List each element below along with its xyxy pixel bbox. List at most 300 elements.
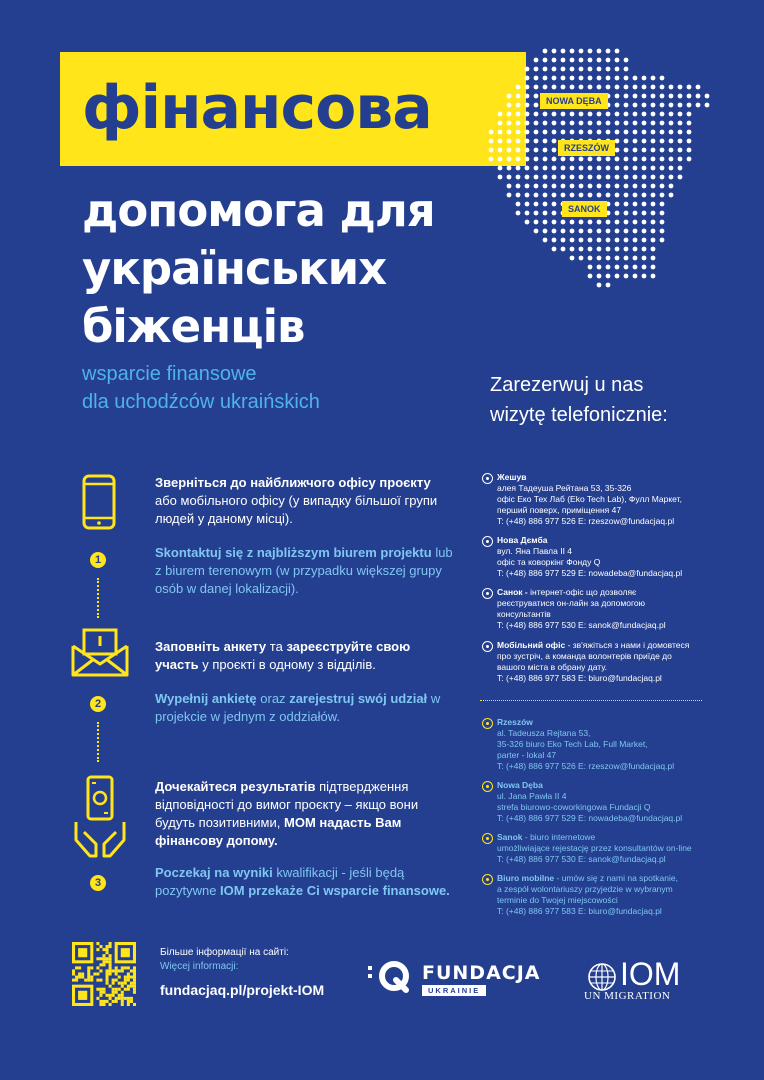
map-dot [507, 175, 512, 180]
map-dot [660, 166, 665, 171]
map-dot [525, 139, 530, 144]
step-1-ua-text: або мобільного офісу (у випадку більшої групи людей у даному місці). [155, 493, 438, 526]
map-dot [579, 76, 584, 81]
map-dot [597, 184, 602, 189]
map-dot [588, 121, 593, 126]
map-dot [696, 85, 701, 90]
map-dot [516, 184, 521, 189]
qr-module [133, 976, 136, 979]
map-dot [633, 256, 638, 261]
qr-module [90, 966, 93, 969]
map-dot [534, 211, 539, 216]
map-dot [597, 220, 602, 225]
map-dot [498, 175, 503, 180]
map-dot [624, 229, 629, 234]
qr-module [90, 979, 93, 982]
map-dot [651, 121, 656, 126]
map-dot [660, 238, 665, 243]
map-dot [507, 139, 512, 144]
map-dot [615, 76, 620, 81]
map-dot [597, 130, 602, 135]
map-dot [543, 49, 548, 54]
more-info-polish: Więcej informacji: [160, 961, 239, 972]
map-dot [498, 166, 503, 171]
map-dot [552, 112, 557, 117]
qr-module [109, 969, 112, 972]
map-dot [633, 175, 638, 180]
qr-module [124, 988, 127, 991]
step-connector [97, 722, 99, 762]
map-dot [642, 157, 647, 162]
step-2-ua-text: у проєкті в одному з відділів. [202, 657, 376, 672]
qr-module [130, 1000, 133, 1003]
map-dot [642, 76, 647, 81]
map-dot [534, 121, 539, 126]
map-dot [597, 121, 602, 126]
location-pin-icon [482, 536, 493, 547]
qr-module [112, 982, 115, 985]
step-2-ukrainian [155, 638, 445, 674]
map-dot [606, 166, 611, 171]
map-dot [543, 121, 548, 126]
map-dot [561, 67, 566, 72]
step-2-pl-bold: zarejestruj swój udział [289, 691, 428, 706]
map-dot [669, 85, 674, 90]
qr-module [112, 991, 115, 994]
office-line: консультантів [497, 609, 551, 619]
map-dot [525, 220, 530, 225]
qr-module [109, 954, 112, 957]
qr-module [112, 988, 115, 991]
qr-module [96, 957, 99, 960]
office-contact: T: (+48) 886 977 529 E: nowadeba@fundacjaq.pl [497, 568, 683, 578]
map-dot [534, 229, 539, 234]
map-dot [561, 157, 566, 162]
fundacja-logo-icon [366, 960, 414, 994]
map-dot [579, 238, 584, 243]
map-dot [606, 283, 611, 288]
map-dot [588, 49, 593, 54]
office-name: Biuro mobilne [497, 873, 555, 883]
map-dot [606, 67, 611, 72]
map-dot [525, 103, 530, 108]
qr-module [81, 972, 84, 975]
qr-module [121, 982, 124, 985]
qr-module [87, 979, 90, 982]
map-dot [489, 139, 494, 144]
office-ua-nowa-deba [482, 535, 722, 579]
map-dot [651, 256, 656, 261]
map-dot [633, 157, 638, 162]
map-dot [642, 184, 647, 189]
map-dot [507, 193, 512, 198]
map-dot [624, 148, 629, 153]
qr-module [121, 1000, 124, 1003]
office-ua-sanok [482, 587, 722, 631]
qr-module [99, 979, 102, 982]
map-label-sanok: SANOK [562, 201, 607, 217]
step-3-pl-text: kwalifikacji - jeśli będą pozytywne [155, 865, 405, 898]
qr-module [115, 997, 118, 1000]
map-dot [660, 85, 665, 90]
map-dot [678, 148, 683, 153]
qr-module [121, 985, 124, 988]
map-dot [705, 103, 710, 108]
subtitle-line: dla uchodźców ukraińskich [82, 391, 320, 413]
qr-module [75, 976, 78, 979]
qr-module [121, 991, 124, 994]
map-dot [597, 49, 602, 54]
office-desc: - biuro internetowe [524, 832, 596, 842]
map-dot [534, 130, 539, 135]
map-dot [633, 85, 638, 90]
step-1-ua-bold: Зверніться до найближчого офісу проєкту [155, 475, 431, 490]
map-dot [579, 112, 584, 117]
qr-module [99, 988, 102, 991]
map-dot [597, 157, 602, 162]
office-line: parter - lokal 47 [497, 750, 557, 760]
map-dot [678, 94, 683, 99]
map-dot [516, 103, 521, 108]
map-dot [633, 265, 638, 270]
map-dot [543, 148, 548, 153]
map-dot [624, 274, 629, 279]
office-line: перший поверх, приміщення 47 [497, 505, 622, 515]
office-contact: T: (+48) 886 977 583 E: biuro@fundacjaq.pl [497, 906, 662, 916]
map-dot [633, 211, 638, 216]
office-line: офіс Еко Тех Лаб (Eko Tech Lab), Фулл Маркет, [497, 494, 682, 504]
map-dot [516, 139, 521, 144]
map-dot [507, 103, 512, 108]
qr-module [102, 960, 105, 963]
qr-module [99, 945, 102, 948]
map-dot [660, 148, 665, 153]
step-1-pl-text: lub z biurem terenowym (w przypadku większej grupy osób w danej lokalizacji). [155, 545, 453, 596]
map-dot [687, 139, 692, 144]
qr-module [127, 966, 130, 969]
map-dot [534, 139, 539, 144]
qr-module [90, 976, 93, 979]
map-dot [516, 148, 521, 153]
map-dot [669, 157, 674, 162]
qr-module [133, 966, 136, 969]
map-dot [579, 130, 584, 135]
map-dot [534, 112, 539, 117]
booking-heading [490, 370, 668, 430]
map-dot [615, 193, 620, 198]
qr-module [106, 969, 109, 972]
map-dot [552, 67, 557, 72]
office-line: про зустріч, а команда волонтерів приїде до [497, 651, 672, 661]
map-dot [561, 85, 566, 90]
map-dot [678, 130, 683, 135]
map-dot [534, 76, 539, 81]
map-dot [642, 130, 647, 135]
qr-module [112, 969, 115, 972]
map-dot [525, 202, 530, 207]
map-dot [669, 103, 674, 108]
title-line: допомога для [82, 184, 435, 237]
map-dot [507, 184, 512, 189]
qr-module [75, 966, 78, 969]
step-2-pl-bold: Wypełnij ankietę [155, 691, 257, 706]
step-2-ua-text: та [269, 639, 283, 654]
map-dot [597, 229, 602, 234]
region-map [478, 36, 718, 296]
title-highlight: фінансова [82, 73, 432, 143]
map-dot [642, 148, 647, 153]
qr-module [133, 991, 136, 994]
qr-module [87, 966, 90, 969]
office-ua-rzeszow [482, 472, 722, 527]
step-1-polish [155, 544, 455, 598]
location-pin-icon [482, 588, 493, 599]
map-dot [525, 211, 530, 216]
map-dot [543, 220, 548, 225]
map-dot [534, 85, 539, 90]
qr-module [106, 972, 109, 975]
map-dot [624, 256, 629, 261]
office-name: Rzeszów [497, 717, 533, 727]
qr-module [109, 994, 112, 997]
map-dot [525, 148, 530, 153]
map-dot [687, 112, 692, 117]
map-dot [543, 58, 548, 63]
map-dot [624, 211, 629, 216]
map-dot [687, 94, 692, 99]
map-dot [624, 76, 629, 81]
map-dot [633, 220, 638, 225]
map-dot [489, 130, 494, 135]
map-dot [579, 175, 584, 180]
iom-logo-text: IOM [620, 956, 681, 992]
map-dot [606, 238, 611, 243]
map-dot [624, 112, 629, 117]
map-dot [687, 121, 692, 126]
qr-module [127, 988, 130, 991]
subtitle-polish [82, 360, 320, 416]
map-dot [642, 166, 647, 171]
qr-module [109, 960, 112, 963]
map-dot [705, 94, 710, 99]
step-1-pl-bold: Skontaktuj się z najbliższym biurem projektu [155, 545, 432, 560]
map-dot [597, 274, 602, 279]
step-3-pl-bold: IOM przekaże Ci wsparcie finansowe. [220, 883, 450, 898]
map-dot [525, 157, 530, 162]
qr-module [133, 969, 136, 972]
map-dot [642, 85, 647, 90]
qr-module [109, 942, 112, 945]
map-dot [651, 112, 656, 117]
map-dot [696, 103, 701, 108]
map-dot [606, 193, 611, 198]
map-dot [660, 76, 665, 81]
map-dot [525, 121, 530, 126]
map-dot [651, 148, 656, 153]
map-dot [651, 85, 656, 90]
map-dot [561, 193, 566, 198]
map-dot [624, 247, 629, 252]
map-dot [660, 211, 665, 216]
map-label-nowa-deba: NOWA DĘBA [540, 93, 608, 109]
qr-module [115, 991, 118, 994]
map-dot [660, 220, 665, 225]
qr-module [99, 957, 102, 960]
map-dot [624, 103, 629, 108]
map-dot [552, 166, 557, 171]
map-dot [660, 175, 665, 180]
map-dot [606, 157, 611, 162]
office-name: Мобільний офіс [497, 640, 566, 650]
map-dot [525, 175, 530, 180]
map-dot [570, 166, 575, 171]
map-dot [543, 130, 548, 135]
map-dot [516, 193, 521, 198]
qr-module [109, 966, 112, 969]
booking-line: wizytę telefonicznie: [490, 404, 668, 426]
map-dot [561, 166, 566, 171]
map-dot [624, 166, 629, 171]
office-line: a zespół wolontariuszy przyjedzie w wybranym [497, 884, 673, 894]
qr-module [102, 1003, 105, 1006]
qr-module [130, 976, 133, 979]
map-dot [534, 103, 539, 108]
map-dot [633, 103, 638, 108]
map-dot [651, 166, 656, 171]
map-dot [543, 184, 548, 189]
qr-module [127, 972, 130, 975]
map-dot [651, 175, 656, 180]
qr-module [121, 969, 124, 972]
map-dot [543, 211, 548, 216]
map-dot [642, 220, 647, 225]
map-dot [660, 157, 665, 162]
map-dot [588, 76, 593, 81]
map-dot [534, 148, 539, 153]
step-2-pl-text: oraz [260, 691, 286, 706]
map-dot [579, 184, 584, 189]
qr-module [109, 1003, 112, 1006]
map-dot [615, 202, 620, 207]
qr-module [96, 972, 99, 975]
qr-module [118, 994, 121, 997]
qr-module [121, 994, 124, 997]
map-dot [570, 175, 575, 180]
office-contact: T: (+48) 886 977 529 E: nowadeba@fundacjaq.pl [497, 813, 683, 823]
map-dot [624, 220, 629, 225]
map-dot [642, 139, 647, 144]
qr-module [109, 963, 112, 966]
map-dot [615, 85, 620, 90]
qr-module [93, 972, 96, 975]
step-3-ua-text: підтвердження відповідності до вимог проєкту – якщо вони будуть позитивними, [155, 779, 419, 830]
map-dot [597, 85, 602, 90]
map-dot [633, 229, 638, 234]
map-dot [570, 58, 575, 63]
office-line: umożliwiające rejestację przez konsultantów on-line [497, 843, 692, 853]
website-link[interactable]: fundacjaq.pl/projekt-IOM [160, 982, 325, 998]
map-dot [615, 94, 620, 99]
map-dot [633, 94, 638, 99]
map-dot [516, 112, 521, 117]
map-dot [552, 247, 557, 252]
map-dot [651, 229, 656, 234]
map-dot [660, 103, 665, 108]
step-3-ua-bold: МОМ надасть Вам фінансову допому. [155, 815, 402, 848]
map-dot [615, 49, 620, 54]
map-dot [543, 175, 548, 180]
map-dot [669, 175, 674, 180]
qr-module [133, 979, 136, 982]
map-dot [525, 94, 530, 99]
map-dot [588, 247, 593, 252]
map-dot [570, 256, 575, 261]
qr-module [102, 954, 105, 957]
map-dot [624, 193, 629, 198]
map-dot [660, 229, 665, 234]
map-dot [525, 67, 530, 72]
map-dot [588, 166, 593, 171]
map-dot [552, 184, 557, 189]
qr-module [121, 966, 124, 969]
map-dot [570, 130, 575, 135]
qr-module [109, 997, 112, 1000]
map-dot [516, 157, 521, 162]
map-dot [570, 157, 575, 162]
map-dot [552, 85, 557, 90]
step-2-polish [155, 690, 455, 726]
map-dot [561, 58, 566, 63]
qr-module [127, 976, 130, 979]
map-dot [615, 274, 620, 279]
title-line: українських [82, 242, 387, 295]
title-line: біженців [82, 300, 305, 353]
map-dot [498, 121, 503, 126]
map-dot [615, 175, 620, 180]
fundacja-logo-subtext: UKRAINIE [422, 985, 486, 996]
map-dot [624, 85, 629, 90]
map-dot [552, 220, 557, 225]
qr-module [109, 945, 112, 948]
map-dot [579, 121, 584, 126]
un-globe-icon [586, 961, 618, 993]
map-dot [669, 166, 674, 171]
map-dot [561, 184, 566, 189]
map-dot [669, 139, 674, 144]
map-dot [606, 49, 611, 54]
map-dot [633, 247, 638, 252]
office-contact: T: (+48) 886 977 530 E: sanok@fundacjaq.pl [497, 854, 666, 864]
map-dot [651, 139, 656, 144]
map-dot [489, 148, 494, 153]
qr-code-icon[interactable] [72, 942, 136, 1006]
map-dot [615, 148, 620, 153]
map-dot [597, 193, 602, 198]
qr-module [87, 976, 90, 979]
map-dot [534, 58, 539, 63]
map-dot [615, 58, 620, 63]
map-dot [687, 157, 692, 162]
map-dot [633, 112, 638, 117]
map-dot [570, 76, 575, 81]
map-dot [552, 148, 557, 153]
office-desc: - umów się z nami na spotkanie, [556, 873, 678, 883]
map-dot [624, 67, 629, 72]
qr-module [106, 951, 109, 954]
map-dot [489, 157, 494, 162]
map-dot [552, 238, 557, 243]
map-dot [543, 139, 548, 144]
